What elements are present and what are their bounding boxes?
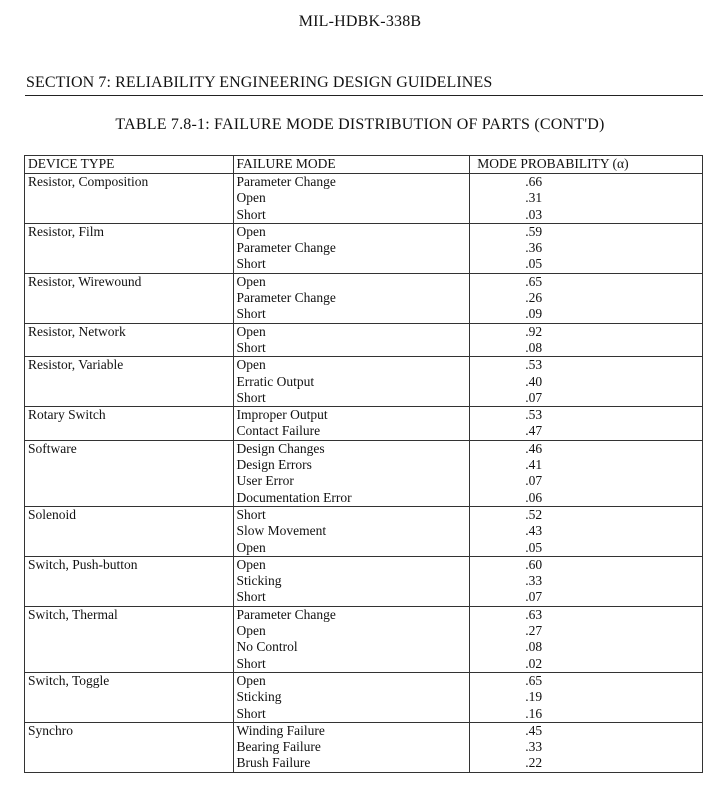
failure-mode-label: Parameter Change [236, 606, 336, 622]
mode-probability-cell [470, 357, 703, 407]
mode-probability-value: .36 [525, 240, 543, 256]
mode-probability-cell [470, 672, 703, 722]
mode-probability-value: .92 [525, 323, 543, 339]
failure-mode-label: No Control [236, 639, 298, 655]
failure-mode-label: Parameter Change [236, 174, 336, 189]
table-row [25, 672, 703, 722]
failure-mode-label: Erratic Output [236, 373, 315, 389]
table-row [25, 223, 703, 273]
mode-probability-cell [470, 722, 703, 772]
device-type-cell [25, 357, 234, 407]
mode-probability-cell [470, 323, 703, 357]
device-type-label: Resistor, Wirewound [28, 273, 142, 289]
table-row [25, 606, 703, 672]
failure-mode-cell [233, 556, 470, 606]
mode-probability-value: .53 [525, 357, 543, 373]
failure-mode-label: Parameter Change [236, 290, 336, 306]
failure-mode-label: Winding Failure [236, 722, 325, 738]
mode-probability-value: .22 [525, 755, 543, 771]
table-row [25, 440, 703, 506]
failure-mode-label: Short [236, 705, 266, 721]
device-type-label: Resistor, Variable [28, 357, 124, 373]
table-row [25, 506, 703, 556]
device-type-label: Software [28, 440, 77, 456]
failure-mode-label: Open [236, 672, 266, 688]
mode-probability-cell [470, 273, 703, 323]
failure-mode-label: Open [236, 556, 266, 572]
mode-probability-cell [470, 506, 703, 556]
failure-mode-cell [233, 357, 470, 407]
device-type-label: Resistor, Film [28, 223, 104, 239]
table-row [25, 174, 703, 224]
failure-mode-label: Contact Failure [236, 423, 321, 439]
device-type-cell [25, 174, 234, 224]
failure-mode-label: Parameter Change [236, 240, 336, 256]
failure-mode-label: Short [236, 256, 266, 272]
mode-probability-value: .07 [525, 473, 543, 489]
device-type-cell [25, 606, 234, 672]
table-row [25, 323, 703, 357]
section-title: SECTION 7: RELIABILITY ENGINEERING DESIGN GUIDELINES [26, 74, 493, 91]
mode-probability-value: .16 [525, 705, 543, 721]
mode-probability-value: .27 [525, 623, 543, 639]
device-type-label: Switch, Thermal [28, 606, 118, 622]
failure-mode-cell [233, 323, 470, 357]
mode-probability-cell [470, 606, 703, 672]
failure-mode-cell [233, 606, 470, 672]
table-row [25, 722, 703, 772]
failure-mode-label: Short [236, 306, 266, 322]
failure-mode-label: Short [236, 206, 266, 222]
failure-mode-cell [233, 174, 470, 224]
device-type-cell [25, 407, 234, 441]
mode-probability-value: .53 [525, 407, 543, 423]
mode-probability-value: .03 [525, 206, 543, 222]
failure-mode-label: Short [236, 389, 266, 405]
failure-mode-label: Open [236, 190, 266, 206]
table-row [25, 556, 703, 606]
failure-mode-label: Open [236, 273, 266, 289]
failure-mode-cell [233, 273, 470, 323]
device-type-label: Switch, Push-button [28, 556, 138, 572]
table-title: TABLE 7.8-1: FAILURE MODE DISTRIBUTION OF PARTS (CONT'D) [115, 116, 605, 133]
mode-probability-value: .06 [525, 489, 543, 505]
mode-probability-value: .41 [525, 457, 543, 473]
document-id-header: MIL-HDBK-338B [298, 13, 422, 30]
failure-mode-label: Short [236, 506, 266, 522]
failure-mode-label: Sticking [236, 573, 282, 589]
mode-probability-value: .47 [525, 423, 543, 439]
mode-probability-value: .46 [525, 440, 543, 456]
failure-mode-cell [233, 506, 470, 556]
table-row [25, 357, 703, 407]
device-type-cell [25, 556, 234, 606]
mode-probability-cell [470, 556, 703, 606]
device-type-label: Resistor, Network [28, 323, 126, 339]
mode-probability-value: .02 [525, 655, 543, 671]
section-divider [25, 95, 703, 96]
column-header-mode-probability: MODE PROBABILITY (α) [470, 156, 703, 174]
column-header-failure-mode: FAILURE MODE [233, 156, 470, 174]
table-row [25, 407, 703, 441]
failure-mode-cell [233, 722, 470, 772]
mode-probability-value: .33 [525, 739, 543, 755]
failure-mode-label: User Error [236, 473, 294, 489]
failure-mode-label: Short [236, 655, 266, 671]
device-type-label: Solenoid [28, 506, 77, 522]
mode-probability-value: .63 [525, 606, 543, 622]
mode-probability-value: .59 [525, 223, 543, 239]
mode-probability-value: .07 [525, 389, 543, 405]
mode-probability-cell [470, 223, 703, 273]
table-header-row [25, 156, 703, 174]
mode-probability-value: .08 [525, 339, 543, 355]
device-type-cell [25, 672, 234, 722]
device-type-cell [25, 722, 234, 772]
device-type-cell [25, 323, 234, 357]
failure-mode-cell [233, 672, 470, 722]
failure-mode-table [24, 155, 703, 773]
mode-probability-value: .45 [525, 722, 543, 738]
failure-mode-label: Documentation Error [236, 489, 352, 505]
mode-probability-value: .26 [525, 290, 543, 306]
failure-mode-cell [233, 407, 470, 441]
device-type-cell [25, 506, 234, 556]
failure-mode-label: Sticking [236, 689, 282, 705]
column-header-device-type: DEVICE TYPE [25, 156, 234, 174]
mode-probability-value: .19 [525, 689, 543, 705]
device-type-cell [25, 273, 234, 323]
mode-probability-value: .09 [525, 306, 543, 322]
table-body [25, 174, 703, 773]
table-row [25, 273, 703, 323]
mode-probability-value: .65 [525, 273, 543, 289]
failure-mode-label: Design Errors [236, 457, 312, 473]
mode-probability-value: .33 [525, 573, 543, 589]
failure-mode-label: Open [236, 223, 266, 239]
mode-probability-value: .07 [525, 589, 543, 605]
mode-probability-value: .05 [525, 256, 543, 272]
mode-probability-cell [470, 174, 703, 224]
mode-probability-value: .08 [525, 639, 543, 655]
failure-mode-label: Design Changes [236, 440, 325, 456]
device-type-label: Synchro [28, 722, 73, 738]
mode-probability-value: .66 [525, 174, 543, 189]
failure-mode-label: Brush Failure [236, 755, 311, 771]
device-type-label: Resistor, Composition [28, 174, 149, 189]
mode-probability-value: .31 [525, 190, 543, 206]
failure-mode-label: Open [236, 323, 266, 339]
device-type-cell [25, 223, 234, 273]
mode-probability-value: .60 [525, 556, 543, 572]
failure-mode-label: Improper Output [236, 407, 328, 423]
mode-probability-value: .52 [525, 506, 543, 522]
mode-probability-value: .40 [525, 373, 543, 389]
mode-probability-value: .05 [525, 539, 543, 555]
failure-mode-cell [233, 440, 470, 506]
mode-probability-value: .65 [525, 672, 543, 688]
failure-mode-label: Short [236, 339, 266, 355]
device-type-label: Rotary Switch [28, 407, 106, 423]
failure-mode-label: Bearing Failure [236, 739, 321, 755]
failure-mode-label: Slow Movement [236, 523, 327, 539]
failure-mode-label: Short [236, 589, 266, 605]
mode-probability-value: .43 [525, 523, 543, 539]
failure-mode-label: Open [236, 539, 266, 555]
mode-probability-cell [470, 407, 703, 441]
mode-probability-cell [470, 440, 703, 506]
device-type-label: Switch, Toggle [28, 672, 110, 688]
failure-mode-cell [233, 223, 470, 273]
failure-mode-label: Open [236, 623, 266, 639]
failure-mode-label: Open [236, 357, 266, 373]
device-type-cell [25, 440, 234, 506]
